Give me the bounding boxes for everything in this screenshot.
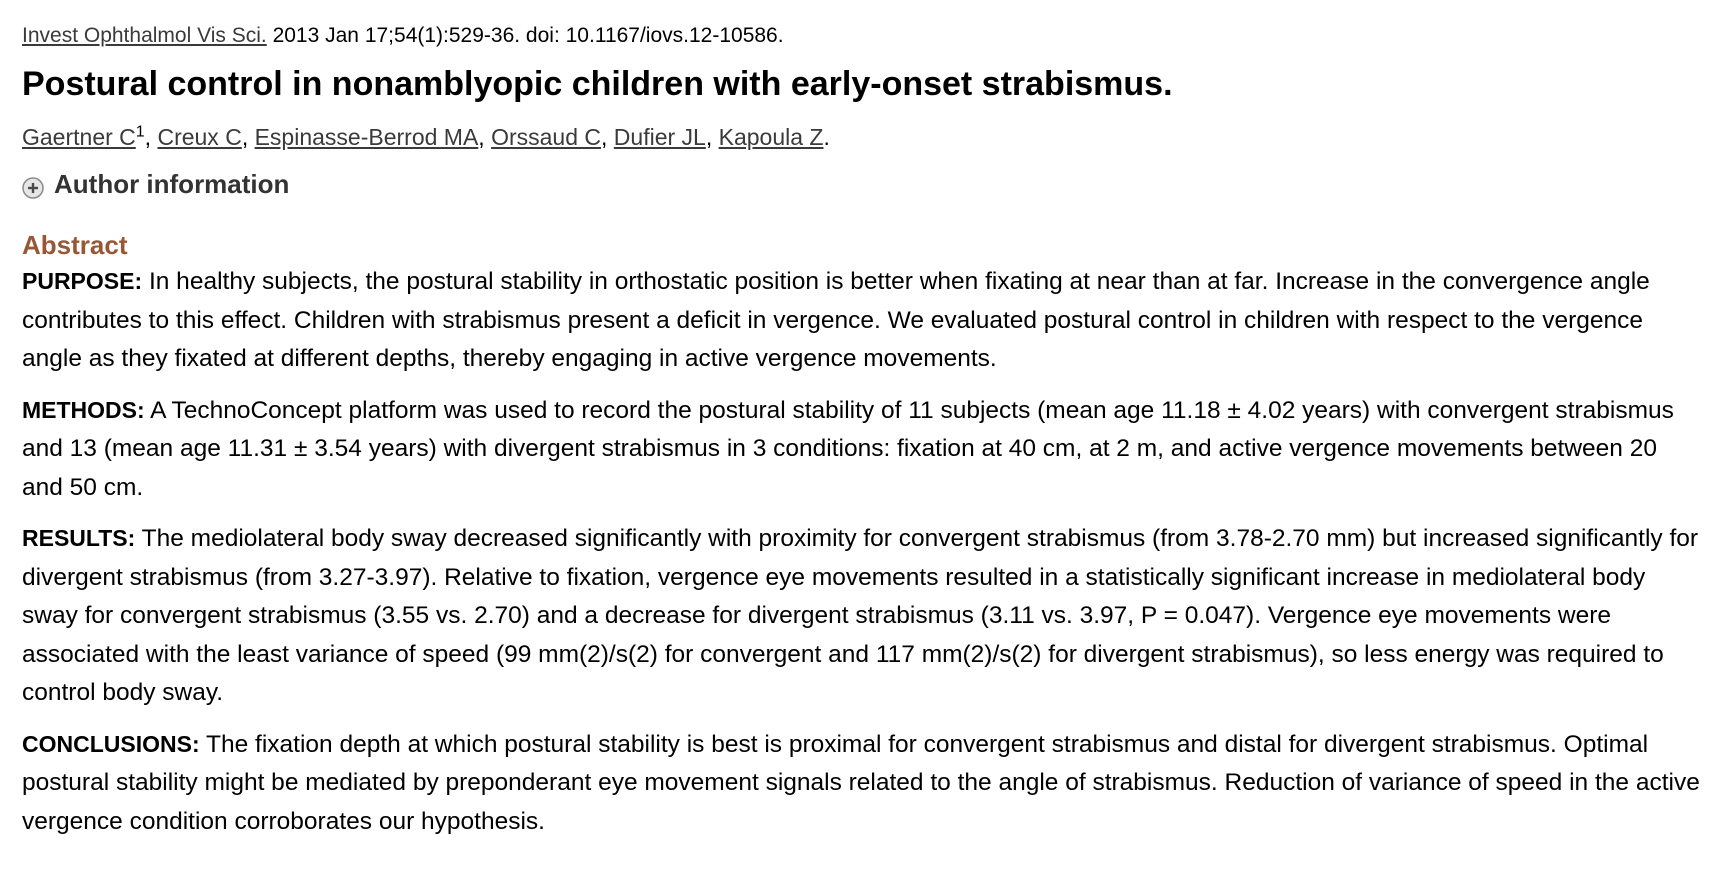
- journal-link[interactable]: Invest Ophthalmol Vis Sci.: [22, 24, 267, 47]
- abstract-section-methods: [22, 391, 1700, 508]
- author-link[interactable]: Creux C: [157, 124, 242, 150]
- author-link[interactable]: Gaertner C: [22, 124, 136, 150]
- section-label: PURPOSE:: [22, 268, 143, 294]
- citation-line: [22, 22, 1700, 50]
- section-label: METHODS:: [22, 396, 145, 423]
- author-link[interactable]: Espinasse-Berrod MA: [254, 124, 479, 150]
- author-link[interactable]: Kapoula Z: [718, 124, 824, 150]
- author-link[interactable]: Dufier JL: [613, 124, 706, 150]
- article-title: Postural control in nonamblyopic children with early-onset strabismus.: [22, 65, 1173, 103]
- abstract-heading: Abstract: [22, 230, 128, 260]
- author-link[interactable]: Orssaud C: [491, 124, 602, 150]
- section-text: A TechnoConcept platform was used to record the postural stability of 11 subjects (mean age 11.18 ± 4.02 years) with convergent strabismus and 13 (mean age 11.31 ± 3.54 years) with divergent strabismus in 3 conditions: fixation at 40 cm, at 2 m, and active vergence movements between 20 and 50 cm.: [22, 396, 1674, 501]
- author-list: Gaertner $C^1$, Creux C, Espinasse-Berrod MA, Orssaud C, Dufier JL, Kapoula Z.: [22, 123, 830, 150]
- abstract-section-conclusions: [22, 725, 1700, 842]
- section-label: CONCLUSIONS:: [22, 730, 200, 757]
- abstract-section-purpose: [22, 262, 1700, 379]
- author-affiliation-marker: 1: [135, 123, 145, 141]
- section-text: The fixation depth at which postural stability is best is proximal for convergent strabismus and distal for divergent strabismus. Optimal postural stability might be mediated by preponderant eye movement signals related to the angle of strabismus. Reduction of variance of speed in the active vergence condition corroborates our hypothesis.: [22, 730, 1700, 835]
- section-text: The mediolateral body sway decreased significantly with proximity for convergent strabismus (from 3.78-2.70 mm) but increased significantly for divergent strabismus (from 3.27-3.97). Relative to fixation, vergence eye movements resulted in a statistically significant increase in mediolateral body sway for convergent strabismus (3.55 vs. 2.70) and a decrease for divergent strabismus (3.11 vs. 3.97, P = 0.047). Vergence eye movements were associated with the least variance of speed (99 mm(2)/s(2) for convergent and 117 mm(2)/s(2) for divergent strabismus), so less energy was required to control body sway.: [22, 525, 1699, 706]
- plus-circle-icon[interactable]: [22, 173, 44, 195]
- author-information-toggle[interactable]: [22, 167, 1700, 201]
- section-label: RESULTS:: [22, 525, 136, 551]
- abstract-section-results: [22, 519, 1700, 713]
- citation-details: 2013 Jan 17;54(1):529-36. doi: 10.1167/iovs.12-10586.: [272, 24, 784, 47]
- section-text: In healthy subjects, the postural stability in orthostatic position is better when fixating at near than at far. Increase in the convergence angle contributes to this effect. Children with strabismus present a deficit in vergence. We evaluated postural control in children with respect to the vergence angle as they fixated at different depths, thereby engaging in active vergence movements.: [22, 268, 1650, 372]
- author-information-label[interactable]: Author information: [54, 169, 290, 199]
